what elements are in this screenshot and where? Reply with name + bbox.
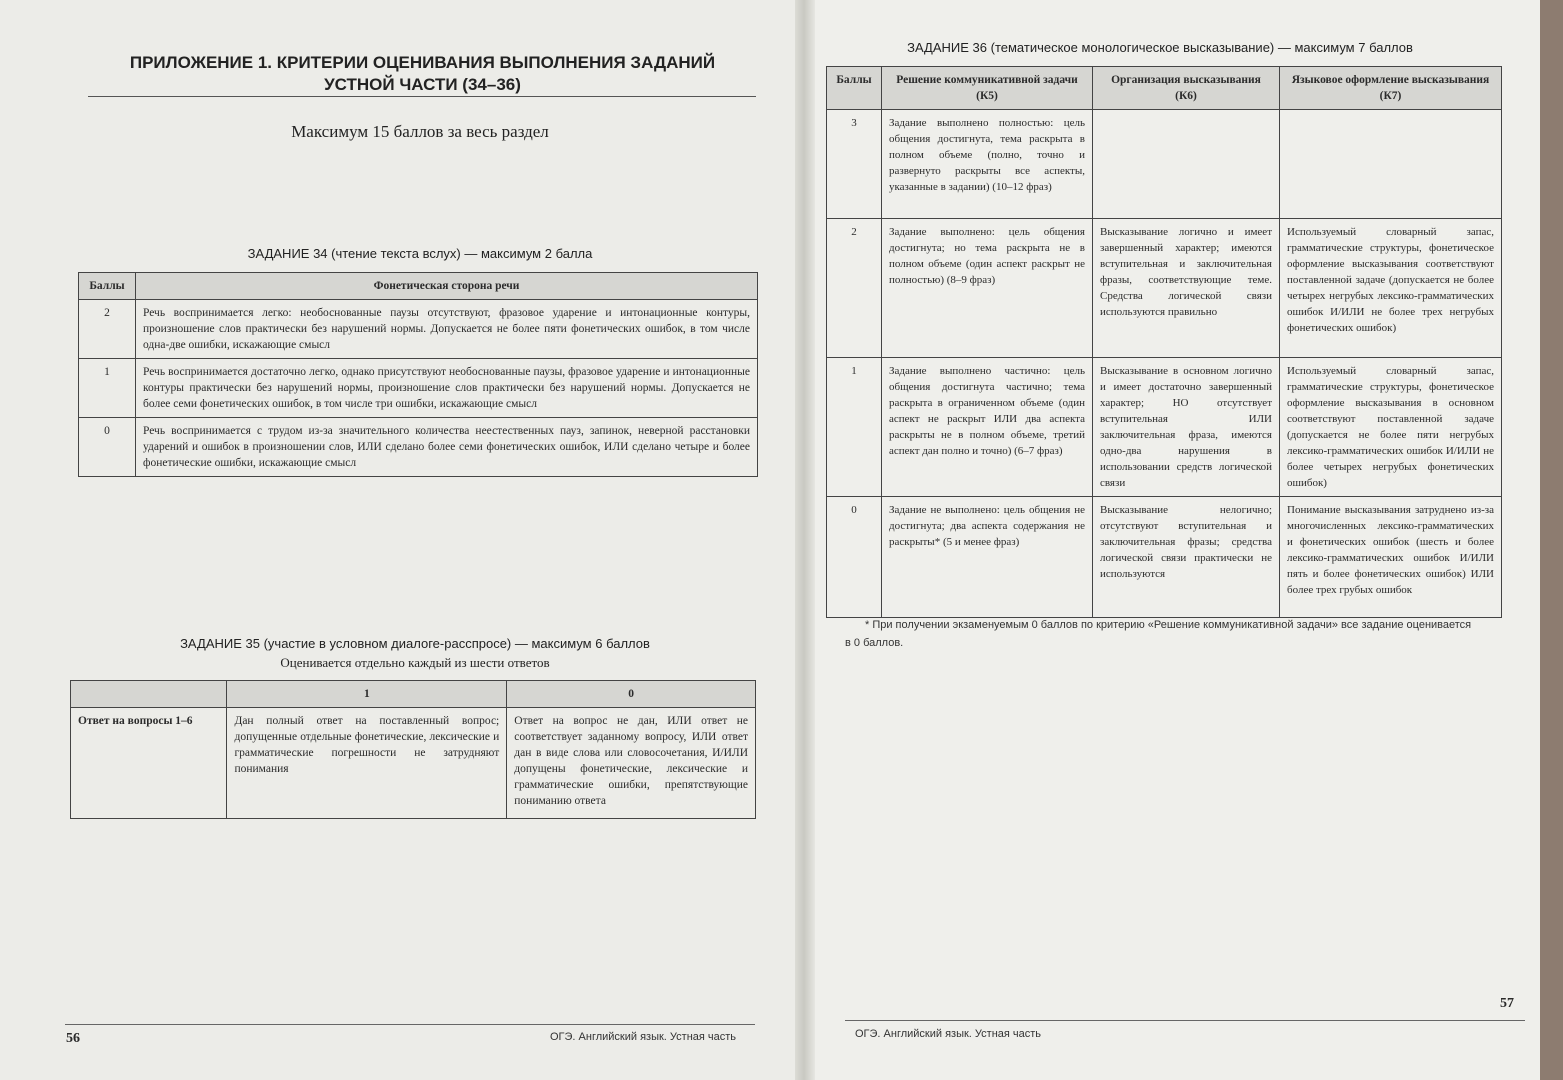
col-blank-header (71, 681, 227, 708)
score-cell: 1 (827, 358, 882, 497)
criterion-cell: Речь воспринимается достаточно легко, однако присутствуют необоснованные паузы, фразовое ударение и интонационные контуры практически без нарушений нормы, произношение слов практически без нарушений нормы. Допускается не более семи фонетических ошибок, в том числе три ошибки, искажающие смысл (136, 359, 758, 418)
score-cell: 2 (827, 219, 882, 358)
k6-cell: Высказывание логично и имеет завершенный характер; имеются вступительная и заключительная фразы, соответствующие теме. Средства логической связи используются правильно (1093, 219, 1280, 358)
title-divider (88, 96, 756, 97)
k7-cell: Используемый словарный запас, грамматические структуры, фонетическое оформление высказывания в основном соответствуют поставленной задаче (допускается не более пяти негрубых лексико-грамматических ошибок И/ИЛИ не более четырех негрубых фонетических ошибок) (1280, 358, 1502, 497)
score-cell: 3 (827, 110, 882, 219)
table-header-row (79, 273, 758, 300)
score-cell: 0 (79, 418, 136, 477)
chapter-title (95, 52, 750, 96)
criterion-cell: Речь воспринимается с трудом из-за значительного количества неестественных пауз, запинок, неверной расстановки ударений и ошибок в произношении слов, ИЛИ сделано более семи фонетических ошибок, ИЛИ сделано четыре и более фонетические ошибки, искажающие смысл (136, 418, 758, 477)
footnote-line1: * При получении экзаменуемым 0 баллов по критерию «Решение коммуникативной задачи» все задание оценивается (865, 619, 1472, 631)
table-row (71, 708, 756, 819)
score-1-cell: Дан полный ответ на поставленный вопрос; допущенные отдельные фонетические, лексические и грамматические погрешности не затрудняют понимания (227, 708, 507, 819)
k7-cell: Понимание высказывания затруднено из-за многочисленных лексико-грамматических и фонетических ошибок (шесть и более лексико-грамматических ошибок И/ИЛИ пять и более фонетических ошибок) ИЛИ более трех грубых ошибок (1280, 497, 1502, 618)
criterion-cell: Речь воспринимается легко: необоснованные паузы отсутствуют, фразовое ударение и интонационные контуры, произношение слов практически без нарушений нормы. Допускается не более пяти фонетических ошибок, в том числе одна-две ошибки, искажающие смысл (136, 300, 758, 359)
k6-cell: Высказывание в основном логично и имеет достаточно завершенный характер; НО отсутствует вступительная ИЛИ заключительная фраза, имеются одно-два нарушения в использовании средств логической связи (1093, 358, 1280, 497)
chapter-title-line2: УСТНОЙ ЧАСТИ (34–36) (324, 75, 521, 94)
col-score-header: Баллы (79, 273, 136, 300)
k6-cell (1093, 110, 1280, 219)
task34-table (78, 272, 758, 477)
k5-cell: Задание выполнено: цель общения достигнута; но тема раскрыта не в полном объеме (один аспект раскрыт не полностью) (8–9 фраз) (882, 219, 1093, 358)
task36-heading: ЗАДАНИЕ 36 (тематическое монологическое высказывание) — максимум 7 баллов (907, 40, 1413, 55)
col-k5-header: Решение коммуникативной задачи (К5) (882, 67, 1093, 110)
running-footer-right: ОГЭ. Английский язык. Устная часть (855, 1028, 1042, 1040)
table-header-row (827, 67, 1502, 110)
table-row (827, 110, 1502, 219)
col-0-header: 0 (507, 681, 756, 708)
col-1-header: 1 (227, 681, 507, 708)
table-surface (1540, 0, 1563, 1080)
k7-cell: Используемый словарный запас, грамматические структуры, фонетическое оформление высказывания соответствуют поставленной задаче (допускается не более четырех негрубых лексико-грамматических ошибок И/ИЛИ не более трех негрубых фонетических ошибок) (1280, 219, 1502, 358)
task35-subheading: Оценивается отдельно каждый из шести ответов (280, 655, 550, 670)
task35-heading: ЗАДАНИЕ 35 (участие в условном диалоге-расспросе) — максимум 6 баллов (180, 636, 650, 651)
score-0-cell: Ответ на вопрос не дан, ИЛИ ответ не соответствует заданному вопросу, ИЛИ ответ дан в виде слова или словосочетания, И/ИЛИ допущены фонетические, лексические и грамматические ошибки, препятствующие пониманию ответа (507, 708, 756, 819)
right-footer-rule (845, 1020, 1525, 1021)
task36-table (826, 66, 1502, 618)
k5-cell: Задание не выполнено: цель общения не достигнута; два аспекта содержания не раскрыты* (5 и менее фраз) (882, 497, 1093, 618)
left-footer-rule (65, 1024, 755, 1025)
k5-cell: Задание выполнено полностью: цель общения достигнута, тема раскрыта в полном объеме (полно, точно и развернуто раскрыты все аспекты, указанные в задании) (10–12 фраз) (882, 110, 1093, 219)
table-row (79, 418, 758, 477)
task35-table (70, 680, 756, 819)
table-row (827, 358, 1502, 497)
section-subtitle: Максимум 15 баллов за весь раздел (291, 122, 549, 141)
col-k6-header: Организация высказывания (К6) (1093, 67, 1280, 110)
col-k7-header: Языковое оформление высказывания (К7) (1280, 67, 1502, 110)
score-cell: 2 (79, 300, 136, 359)
k7-cell (1280, 110, 1502, 219)
table-row (827, 497, 1502, 618)
row-label-cell: Ответ на вопросы 1–6 (71, 708, 227, 819)
chapter-title-line1: ПРИЛОЖЕНИЕ 1. КРИТЕРИИ ОЦЕНИВАНИЯ ВЫПОЛНЕНИЯ ЗАДАНИЙ (129, 53, 716, 72)
col-score-header: Баллы (827, 67, 882, 110)
task36-footnote (845, 616, 1525, 652)
k6-cell: Высказывание нелогично; отсутствуют вступительная и заключительная фразы; средства логической связи практически не используются (1093, 497, 1280, 618)
score-cell: 1 (79, 359, 136, 418)
table-row (79, 359, 758, 418)
task34-heading: ЗАДАНИЕ 34 (чтение текста вслух) — максимум 2 балла (247, 246, 593, 261)
table-row (79, 300, 758, 359)
running-footer-left: ОГЭ. Английский язык. Устная часть (550, 1031, 737, 1043)
score-cell: 0 (827, 497, 882, 618)
page-number-right: 57 (1500, 996, 1514, 1011)
table-row (827, 219, 1502, 358)
footnote-line2: в 0 баллов. (845, 637, 904, 649)
table-header-row (71, 681, 756, 708)
k5-cell: Задание выполнено частично: цель общения достигнута частично; тема раскрыта в ограниченном объеме (один аспект не раскрыт ИЛИ два аспекта раскрыты не в полном объеме, третий аспект дан полно и точно) (6–7 фраз) (882, 358, 1093, 497)
page-number-left: 56 (66, 1031, 80, 1046)
col-criterion-header: Фонетическая сторона речи (136, 273, 758, 300)
book-gutter (795, 0, 815, 1080)
